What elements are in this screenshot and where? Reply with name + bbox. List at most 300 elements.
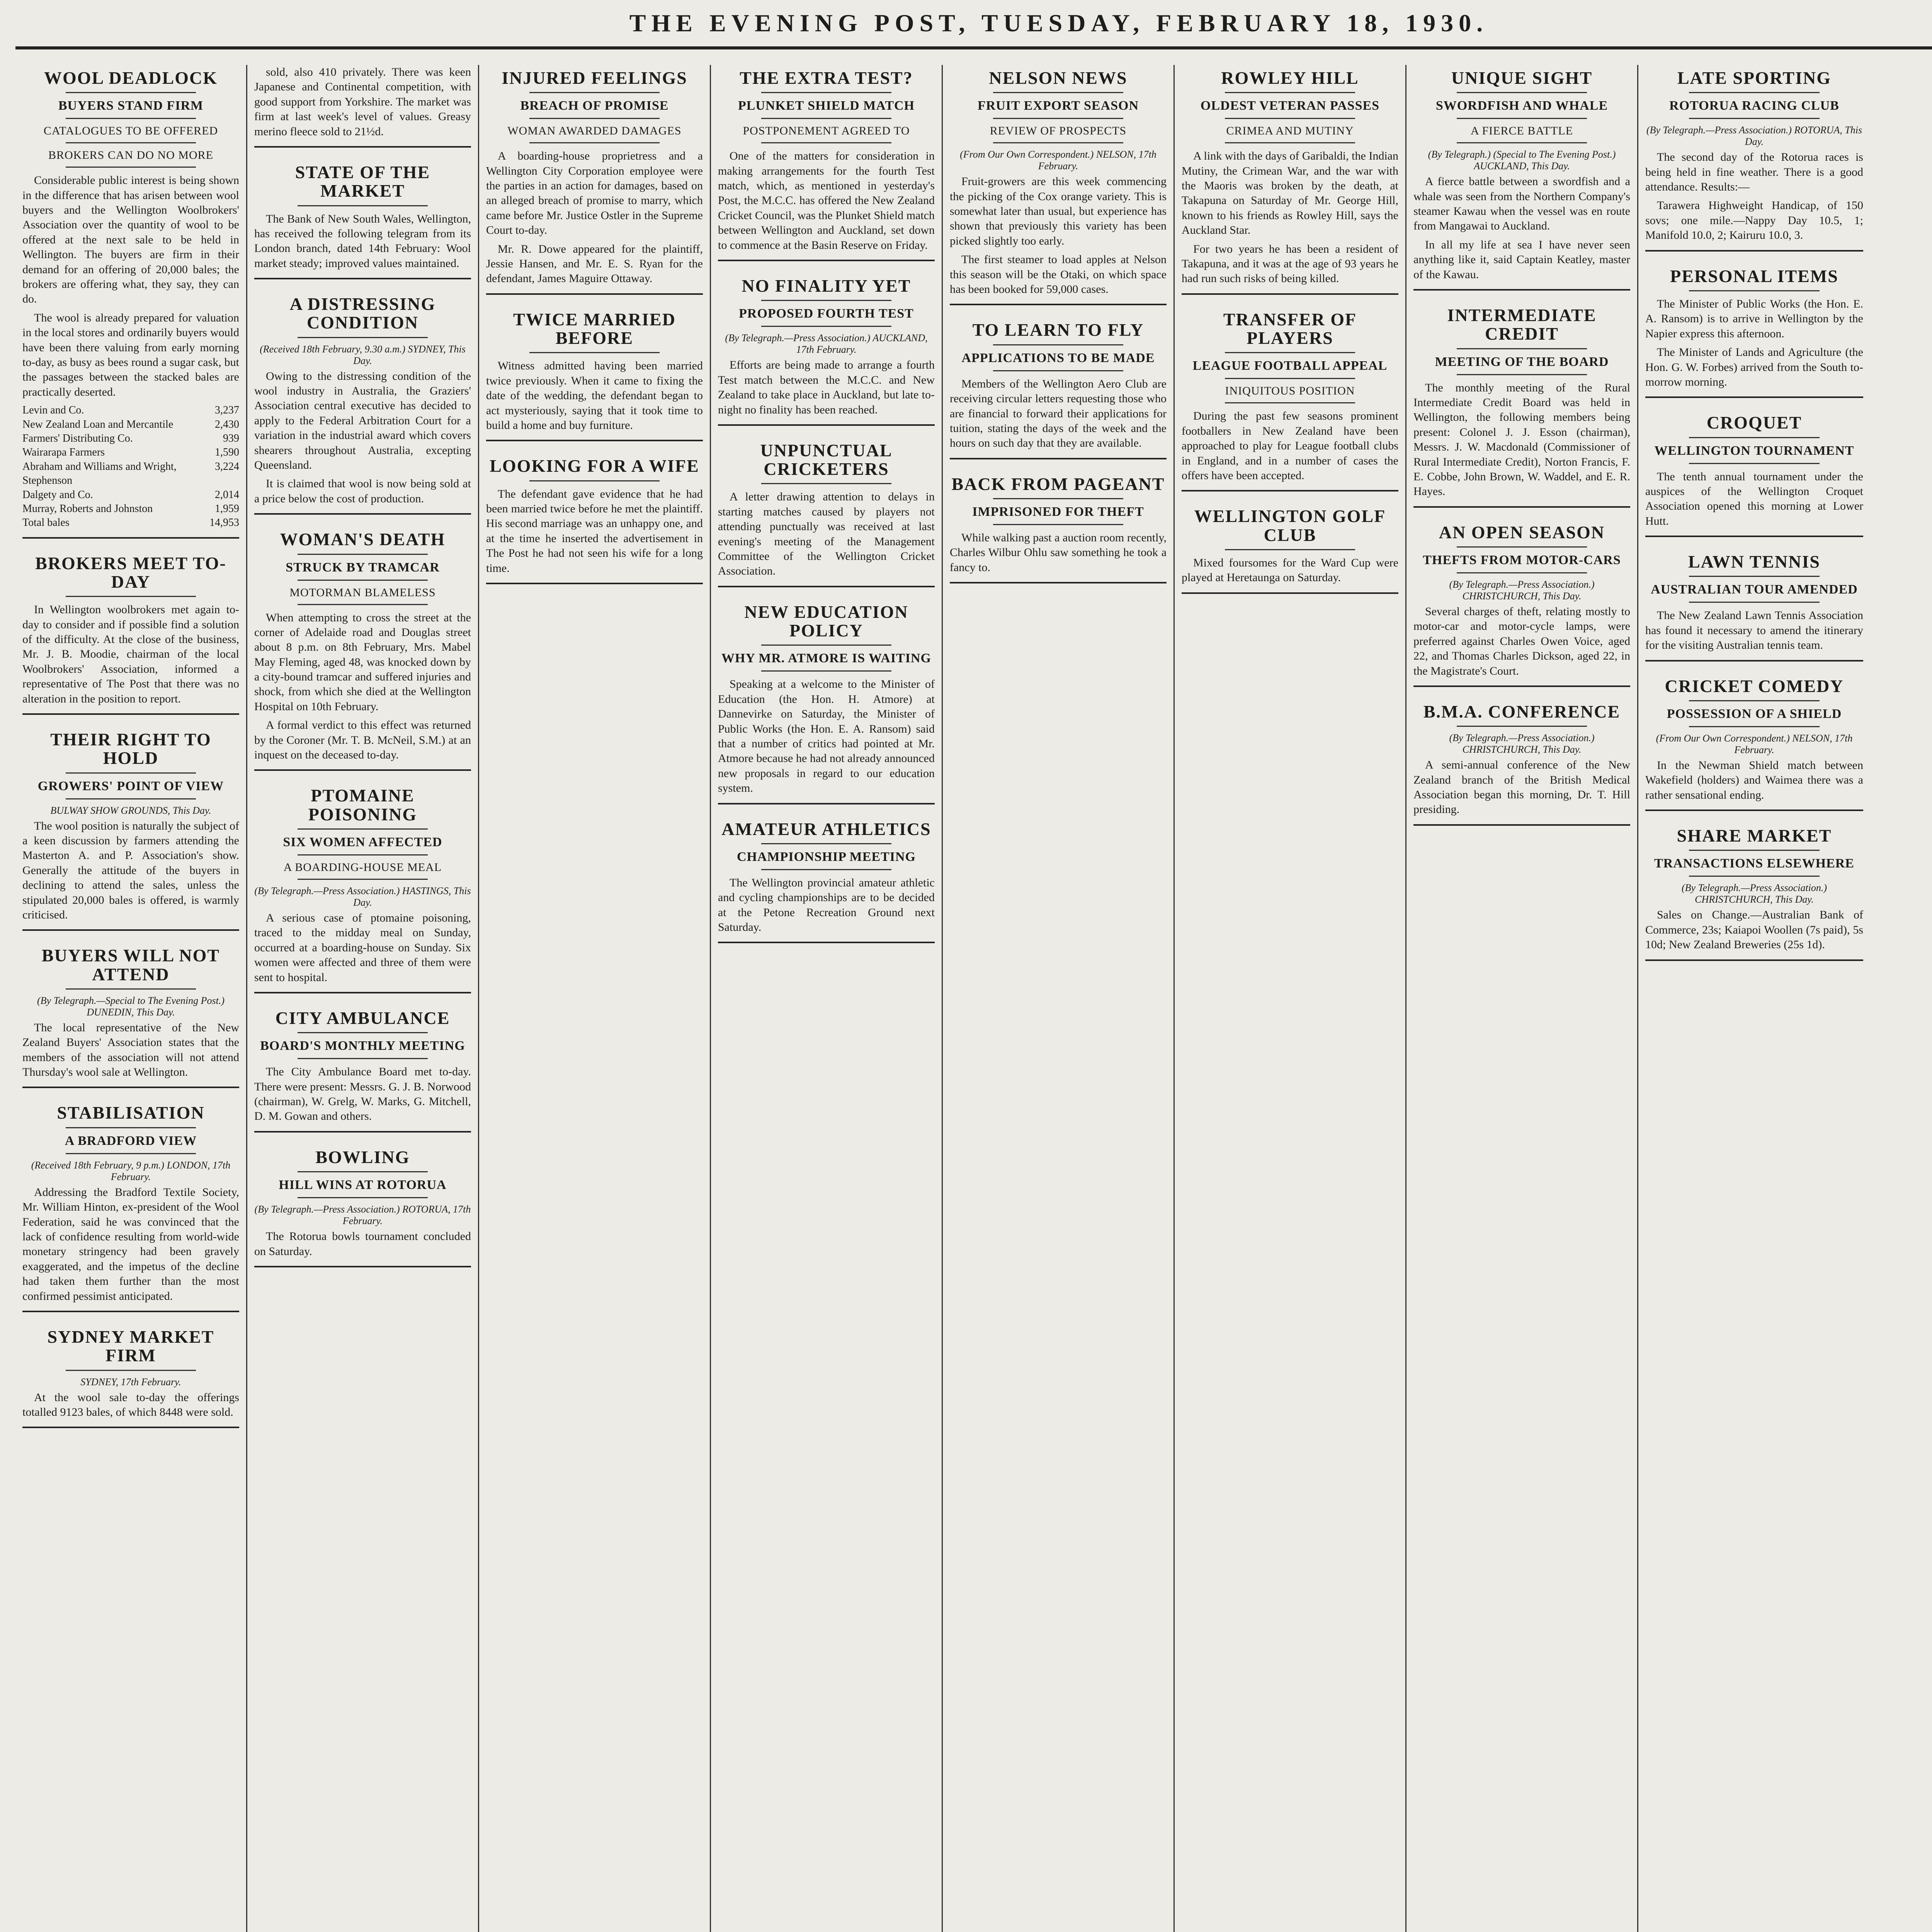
body-paragraph: A boarding-house proprietress and a Wellington City Corporation employee were the parties in an action for damages, based on an alleged breach of promise to marry, which came before Mr. Justice Ostler in the Supreme Court to-day. bbox=[486, 150, 703, 237]
headline: BOWLING bbox=[315, 1147, 410, 1167]
list-label: Farmers' Distributing Co. bbox=[22, 432, 133, 444]
list-item bbox=[22, 446, 239, 459]
body-paragraph: A link with the days of Garibaldi, the Indian Mutiny, the Crimean War, and the war with the Maoris was broken by the death, at Takapuna on Saturday of Mr. George Hill, known to his friends as Rowley Hill, says the Auckland Star. bbox=[1182, 150, 1398, 237]
body-paragraph: The Wellington provincial amateur athletic and cycling championships are to be decided at the Petone Recreation Ground next Saturday. bbox=[718, 876, 935, 934]
list-label: Dalgety and Co. bbox=[22, 488, 93, 501]
article bbox=[1645, 69, 1863, 252]
divider bbox=[761, 869, 891, 870]
divider bbox=[66, 772, 196, 774]
headline: CROQUET bbox=[1706, 413, 1802, 433]
body-paragraph: The defendant gave evidence that he had been married twice before he met the plaintiff. His second marriage was an unhappy one, and at the time he inserted the advertisement in The Post he had not seen his wife for a long time. bbox=[486, 487, 703, 575]
divider bbox=[993, 370, 1123, 371]
divider bbox=[761, 483, 891, 484]
divider bbox=[1457, 348, 1587, 349]
masthead bbox=[15, 0, 1932, 49]
subheadline: BUYERS STAND FIRM bbox=[58, 99, 204, 113]
article-separator bbox=[718, 942, 935, 943]
divider bbox=[1457, 92, 1587, 93]
dateline: (By Telegraph.—Press Association.) CHRISTCHURCH, This Day. bbox=[1449, 732, 1595, 755]
divider bbox=[1689, 463, 1820, 464]
article-separator bbox=[22, 1311, 239, 1312]
article bbox=[254, 1148, 471, 1267]
headline: CITY AMBULANCE bbox=[275, 1008, 450, 1028]
body-paragraph: Addressing the Bradford Textile Society, Mr. William Hinton, ex-president of the Wool Federation, said he was convinced that the lack of confidence resulting from world-wide monetary stringency had been gravely exaggerated, and the impetus of the decline had taken them further than the most confirmed pessimist anticipated. bbox=[22, 1185, 239, 1303]
subheadline: OLDEST VETERAN PASSES bbox=[1200, 99, 1380, 113]
divider bbox=[66, 167, 196, 168]
divider bbox=[993, 524, 1123, 525]
headline: PERSONAL ITEMS bbox=[1670, 266, 1838, 286]
divider bbox=[298, 879, 428, 880]
divider bbox=[298, 828, 428, 830]
list-item bbox=[22, 502, 239, 516]
divider bbox=[298, 604, 428, 605]
body-paragraph: The wool position is naturally the subject of a keen discussion by farmers attending the Masterton A. and P. Association's show. Generally the attitude of the buyers in declining to attend the sales, unless the stipulated 20,000 bales is offered, is warmly criticised. bbox=[22, 819, 239, 921]
headline: INTERMEDIATE CREDIT bbox=[1447, 305, 1597, 344]
headline: TWICE MARRIED BEFORE bbox=[513, 309, 676, 348]
subheadline: APPLICATIONS TO BE MADE bbox=[961, 350, 1155, 365]
article-separator bbox=[1645, 660, 1863, 662]
column-6 bbox=[1175, 65, 1406, 1932]
article bbox=[486, 457, 703, 584]
list-label: Murray, Roberts and Johnston bbox=[22, 502, 153, 515]
dateline: (By Telegraph.) (Special to The Evening Post.) AUCKLAND, This Day. bbox=[1428, 149, 1616, 172]
list-value: 1,959 bbox=[215, 502, 239, 515]
list-item bbox=[22, 418, 239, 432]
subheadline: A BOARDING-HOUSE MEAL bbox=[283, 861, 442, 874]
divider bbox=[1689, 726, 1820, 727]
body-paragraph: Mr. R. Dowe appeared for the plaintiff, Jessie Hansen, and Mr. E. S. Ryan for the defendant, James Maguire Ottaway. bbox=[486, 242, 703, 285]
divider bbox=[66, 118, 196, 119]
divider bbox=[298, 1032, 428, 1033]
headline: BUYERS WILL NOT ATTEND bbox=[41, 946, 220, 984]
body-paragraph: Sales on Change.—Australian Bank of Commerce, 23s; Kaiapoi Woollen (7s paid), 5s 10d; New Zealand Breweries (25s 1d). bbox=[1645, 908, 1863, 951]
body-paragraph: The Minister of Lands and Agriculture (the Hon. G. W. Forbes) arrived from the South to-morrow morning. bbox=[1645, 346, 1863, 388]
subheadline: BREACH OF PROMISE bbox=[520, 99, 669, 113]
divider bbox=[1689, 602, 1820, 603]
list-label: Total bales bbox=[22, 517, 70, 529]
divider bbox=[761, 300, 891, 301]
article bbox=[254, 530, 471, 771]
subheadline: TRANSACTIONS ELSEWHERE bbox=[1654, 856, 1854, 871]
article-separator bbox=[950, 304, 1167, 305]
divider bbox=[298, 854, 428, 855]
divider bbox=[993, 498, 1123, 499]
dateline: (By Telegraph.—Press Association.) CHRISTCHURCH, This Day. bbox=[1449, 579, 1595, 602]
article-separator bbox=[1413, 824, 1630, 826]
subheadline: CATALOGUES TO BE OFFERED bbox=[43, 124, 218, 138]
divider bbox=[298, 205, 428, 206]
article bbox=[1182, 507, 1398, 594]
column-8 bbox=[1638, 65, 1870, 1932]
article-separator bbox=[1413, 506, 1630, 508]
article bbox=[1645, 553, 1863, 661]
subheadline: WELLINGTON TOURNAMENT bbox=[1654, 443, 1854, 458]
headline: UNIQUE SIGHT bbox=[1451, 68, 1593, 88]
divider bbox=[1689, 700, 1820, 701]
dateline: (By Telegraph.—Press Association.) ROTORUA, 17th February. bbox=[254, 1204, 471, 1227]
subheadline: SWORDFISH AND WHALE bbox=[1435, 99, 1608, 113]
headline: SHARE MARKET bbox=[1677, 826, 1832, 846]
article-separator bbox=[22, 929, 239, 931]
body-paragraph: The City Ambulance Board met to-day. There were present: Messrs. G. J. B. Norwood (chairman), W. Grelg, W. Marks, G. Mitchell, D. M. Gowan and others. bbox=[254, 1065, 471, 1123]
article bbox=[1413, 702, 1630, 826]
article bbox=[1413, 523, 1630, 687]
headline: LAWN TENNIS bbox=[1688, 552, 1820, 572]
article bbox=[1645, 267, 1863, 398]
body-paragraph: Efforts are being made to arrange a fourth Test match between the M.C.C. and New Zealand to take place in Auckland, but late to-night no finality has been reached. bbox=[718, 359, 935, 416]
headline: SYDNEY MARKET FIRM bbox=[47, 1327, 214, 1366]
subheadline: FRUIT EXPORT SEASON bbox=[977, 99, 1139, 113]
subheadline: MOTORMAN BLAMELESS bbox=[289, 586, 436, 599]
divider bbox=[529, 352, 660, 353]
subheadline: CHAMPIONSHIP MEETING bbox=[737, 849, 916, 864]
article bbox=[718, 441, 935, 587]
headline: STABILISATION bbox=[57, 1103, 205, 1123]
divider bbox=[761, 843, 891, 844]
divider bbox=[993, 142, 1123, 143]
article-separator bbox=[486, 293, 703, 295]
article-separator bbox=[254, 769, 471, 771]
body-paragraph: The first steamer to load apples at Nelson this season will be the Otaki, on which space has been booked for 59,000 cases. bbox=[950, 253, 1167, 296]
divider bbox=[1689, 92, 1820, 93]
article bbox=[718, 603, 935, 804]
body-paragraph: A letter drawing attention to delays in starting matches caused by players not attending punctually was received at last evening's meeting of the Management Committee of the Wellington Cricket Association. bbox=[718, 490, 935, 578]
headline: THEIR RIGHT TO HOLD bbox=[50, 730, 211, 768]
article-separator bbox=[950, 458, 1167, 459]
divider bbox=[298, 554, 428, 555]
body-paragraph: Considerable public interest is being shown in the difference that has arisen between wool buyers and the Wellington Woolbrokers' Association over the quantity of wool to be offered at the next sale to be held in Wellington. The buyers are firm in their demand for an offering of 20,000 bales; the brokers are offering what, they say, they can do. bbox=[22, 174, 239, 306]
subheadline: SIX WOMEN AFFECTED bbox=[283, 835, 442, 850]
headline: TRANSFER OF PLAYERS bbox=[1223, 309, 1357, 348]
subheadline: THEFTS FROM MOTOR-CARS bbox=[1423, 553, 1621, 568]
list-item bbox=[22, 432, 239, 446]
body-paragraph: A fierce battle between a swordfish and a whale was seen from the Northern Company's steamer Kawau when the vessel was en route from Mangawai to Auckland. bbox=[1413, 175, 1630, 233]
list-label: Levin and Co. bbox=[22, 404, 84, 417]
body-paragraph: The Bank of New South Wales, Wellington, has received the following telegram from its London branch, dated 14th February: Wool market steady; improved values maintained. bbox=[254, 212, 471, 270]
divider bbox=[761, 645, 891, 646]
headline: WOMAN'S DEATH bbox=[280, 529, 446, 549]
subheadline: ROTORUA RACING CLUB bbox=[1669, 99, 1839, 113]
divider bbox=[298, 337, 428, 338]
article-separator bbox=[22, 537, 239, 539]
article-separator bbox=[718, 260, 935, 261]
body-paragraph: Witness admitted having been married twice previously. When it came to fixing the date of the wedding, the defendant began to act mysteriously, saying that it took time to build a home and buy furniture. bbox=[486, 359, 703, 432]
article bbox=[1645, 413, 1863, 537]
article bbox=[718, 69, 935, 261]
article bbox=[1413, 69, 1630, 291]
article-separator bbox=[22, 1087, 239, 1088]
list-value: 1,590 bbox=[215, 446, 239, 459]
divider bbox=[66, 1153, 196, 1154]
body-paragraph: The New Zealand Lawn Tennis Association has found it necessary to amend the itinerary for the visiting Australian tennis team. bbox=[1645, 609, 1863, 652]
divider bbox=[66, 596, 196, 597]
article bbox=[254, 295, 471, 515]
body-paragraph: During the past few seasons prominent footballers in New Zealand have been approached to play for League football clubs in England, and in a number of cases the offers have been accepted. bbox=[1182, 410, 1398, 482]
column-1 bbox=[15, 65, 247, 1932]
article bbox=[1413, 306, 1630, 508]
list-value: 3,224 bbox=[215, 460, 239, 473]
body-paragraph: A serious case of ptomaine poisoning, traced to the midday meal on Sunday, occurred at a boarding-house on Sunday. Six women were affected and three of them were sent to hospital. bbox=[254, 912, 471, 984]
subheadline: MEETING OF THE BOARD bbox=[1435, 354, 1609, 369]
article-separator bbox=[254, 1131, 471, 1133]
headline: STATE OF THE MARKET bbox=[295, 162, 430, 201]
article-separator bbox=[1413, 289, 1630, 291]
divider bbox=[66, 1127, 196, 1128]
article-separator bbox=[718, 586, 935, 587]
article-separator bbox=[950, 582, 1167, 583]
article bbox=[22, 1328, 239, 1428]
list-label: New Zealand Loan and Mercantile bbox=[22, 418, 173, 430]
divider bbox=[298, 1171, 428, 1172]
article bbox=[254, 786, 471, 993]
body-paragraph: Fruit-growers are this week commencing the picking of the Cox orange variety. This is somewhat later than usual, but experience has shown that previously this variety has been picked slightly too early. bbox=[950, 175, 1167, 247]
divider bbox=[1689, 118, 1820, 119]
column-2 bbox=[247, 65, 479, 1932]
subheadline: POSSESSION OF A SHIELD bbox=[1667, 706, 1842, 721]
column-4 bbox=[711, 65, 943, 1932]
headline: ROWLEY HILL bbox=[1221, 68, 1359, 88]
body-paragraph: In the Newman Shield match between Wakefield (holders) and Waimea there was a rather sensational ending. bbox=[1645, 759, 1863, 801]
body-paragraph: sold, also 410 privately. There was keen Japanese and Continental competition, with good support from Yorkshire. The market was firm at last week's level of values. Greasy merino fleece sold to 21½d. bbox=[254, 66, 471, 138]
article bbox=[254, 65, 471, 148]
subheadline: CRIMEA AND MUTINY bbox=[1226, 124, 1354, 138]
subheadline: PROPOSED FOURTH TEST bbox=[739, 306, 914, 321]
body-paragraph: The wool is already prepared for valuation in the local stores and ordinarily buyers would have been there valuing from early morning to-day, as busy as bees round a sugar cask, but the passages between the stacked bales are practically deserted. bbox=[22, 311, 239, 398]
divider bbox=[993, 118, 1123, 119]
list-label: Wairarapa Farmers bbox=[22, 446, 105, 459]
article bbox=[950, 475, 1167, 583]
list-item bbox=[22, 460, 239, 488]
headline: A DISTRESSING CONDITION bbox=[289, 294, 436, 333]
body-paragraph: It is claimed that wool is now being sold at a price below the cost of production. bbox=[254, 477, 471, 505]
headline: TO LEARN TO FLY bbox=[972, 320, 1144, 340]
divider bbox=[1225, 142, 1355, 143]
divider bbox=[1689, 437, 1820, 438]
divider bbox=[66, 1370, 196, 1371]
body-paragraph: In all my life at sea I have never seen anything like it, said Captain Keatley, master of the Kawau. bbox=[1413, 238, 1630, 281]
list-label: Abraham and Williams and Wright, Stephenson bbox=[22, 460, 177, 487]
article-separator bbox=[254, 278, 471, 279]
columns bbox=[15, 65, 1932, 1932]
masthead-title: THE EVENING POST, TUESDAY, FEBRUARY 18, 1930. bbox=[629, 9, 1488, 37]
article-separator bbox=[254, 992, 471, 993]
article bbox=[718, 277, 935, 426]
article bbox=[254, 1009, 471, 1133]
divider bbox=[1457, 374, 1587, 375]
article bbox=[950, 69, 1167, 305]
body-paragraph: The tenth annual tournament under the auspices of the Wellington Croquet Association opened this morning at Lower Hutt. bbox=[1645, 470, 1863, 527]
body-paragraph: For two years he has been a resident of Takapuna, and it was at the age of 93 years he had run such risks of being killed. bbox=[1182, 242, 1398, 285]
article bbox=[22, 554, 239, 715]
article-separator bbox=[1182, 592, 1398, 594]
list-item bbox=[22, 403, 239, 417]
headline: INJURED FEELINGS bbox=[502, 68, 687, 88]
article-separator bbox=[1182, 490, 1398, 492]
body-paragraph: Owing to the distressing condition of the wool industry in Australia, the Graziers' Association central executive has decided to apply to the Federal Arbitration Court for a variation in the industrial award which covers shearers throughout Australia, excepting Queensland. bbox=[254, 369, 471, 472]
divider bbox=[529, 142, 660, 143]
dateline: (From Our Own Correspondent.) NELSON, 17th February. bbox=[960, 149, 1156, 172]
article bbox=[1182, 69, 1398, 295]
article-separator bbox=[486, 440, 703, 441]
divider bbox=[66, 142, 196, 143]
headline: B.M.A. CONFERENCE bbox=[1423, 702, 1621, 721]
divider bbox=[1457, 118, 1587, 119]
article bbox=[22, 69, 239, 539]
article-separator bbox=[254, 513, 471, 515]
dateline: (By Telegraph.—Press Association.) CHRISTCHURCH, This Day. bbox=[1681, 882, 1827, 905]
article-separator bbox=[486, 583, 703, 584]
subheadline: PLUNKET SHIELD MATCH bbox=[738, 99, 915, 113]
column-7 bbox=[1406, 65, 1638, 1932]
body-paragraph: When attempting to cross the street at the corner of Adelaide road and Douglas street about 8 p.m. on 8th February, Mrs. Mabel May Fleming, aged 48, was knocked down by a city-bound tramcar and suffered injuries and shock, from which she died at the Wellington Hospital on 10th February. bbox=[254, 611, 471, 713]
divider bbox=[761, 326, 891, 327]
body-paragraph: Tarawera Highweight Handicap, of 150 sovs; one mile.—Nappy Day 10.5, 1; Manifold 10.0, 2; Kairuru 10.0, 3. bbox=[1645, 199, 1863, 242]
article-separator bbox=[22, 713, 239, 715]
subheadline: AUSTRALIAN TOUR AMENDED bbox=[1651, 582, 1858, 597]
divider bbox=[1689, 290, 1820, 291]
subheadline: GROWERS' POINT OF VIEW bbox=[37, 779, 224, 793]
body-paragraph: Members of the Wellington Aero Club are receiving circular letters requesting those who are financial to forward their applications for tuition, stating the days of the week and the hours on such day that they are available. bbox=[950, 377, 1167, 450]
article-separator bbox=[1645, 810, 1863, 811]
body-paragraph: At the wool sale to-day the offerings totalled 9123 bales, of which 8448 were sold. bbox=[22, 1391, 239, 1418]
dateline: (From Our Own Correspondent.) NELSON, 17th February. bbox=[1656, 732, 1853, 755]
headline: WELLINGTON GOLF CLUB bbox=[1194, 506, 1386, 545]
divider bbox=[66, 92, 196, 93]
subheadline: POSTPONEMENT AGREED TO bbox=[743, 124, 910, 138]
divider bbox=[761, 92, 891, 93]
article bbox=[22, 1104, 239, 1312]
subheadline: REVIEW OF PROSPECTS bbox=[990, 124, 1127, 138]
divider bbox=[761, 118, 891, 119]
divider bbox=[1689, 576, 1820, 577]
subheadline: HILL WINS AT ROTORUA bbox=[279, 1178, 447, 1192]
headline: CRICKET COMEDY bbox=[1665, 676, 1844, 696]
article-separator bbox=[1645, 536, 1863, 537]
subheadline: LEAGUE FOOTBALL APPEAL bbox=[1192, 359, 1388, 373]
headline: NELSON NEWS bbox=[989, 68, 1128, 88]
divider bbox=[66, 988, 196, 990]
divider bbox=[1225, 549, 1355, 550]
subheadline: IMPRISONED FOR THEFT bbox=[972, 504, 1144, 519]
divider bbox=[1457, 546, 1587, 548]
article-separator bbox=[1413, 685, 1630, 687]
divider bbox=[298, 1197, 428, 1198]
subheadline: BOARD'S MONTHLY MEETING bbox=[260, 1039, 465, 1053]
divider bbox=[298, 1058, 428, 1059]
body-paragraph: The Rotorua bowls tournament concluded on Saturday. bbox=[254, 1230, 471, 1258]
dateline: BULWAY SHOW GROUNDS, This Day. bbox=[50, 804, 211, 816]
divider bbox=[1225, 118, 1355, 119]
divider bbox=[1225, 378, 1355, 379]
headline: AN OPEN SEASON bbox=[1439, 522, 1605, 542]
subheadline: A FIERCE BATTLE bbox=[1470, 124, 1573, 138]
headline: LATE SPORTING bbox=[1677, 68, 1831, 88]
body-paragraph: The monthly meeting of the Rural Intermediate Credit Board was held in Wellington, the following members being present: Colonel J. J. Esson (chairman), Messrs. J. W. Macdonald (Commissioner of Rural Intermediate Credit), Norton Francis, F. E. Cobbe, John Brown, W. Waddel, and E. R. Hayes. bbox=[1413, 381, 1630, 498]
divider bbox=[1689, 876, 1820, 877]
body-paragraph: In Wellington woolbrokers met again to-day to consider and if possible find a solution of the difficulty. At the close of the business, Mr. J. B. Moodie, chairman of the local Woolbrokers' Association, informed a representative of The Post that there was no alteration in the position to report. bbox=[22, 603, 239, 705]
divider bbox=[761, 142, 891, 143]
column-5 bbox=[943, 65, 1175, 1932]
dateline: SYDNEY, 17th February. bbox=[80, 1376, 181, 1388]
divider bbox=[1225, 352, 1355, 353]
column-3 bbox=[479, 65, 711, 1932]
article bbox=[1645, 827, 1863, 961]
article-separator bbox=[22, 1427, 239, 1428]
article bbox=[1182, 310, 1398, 492]
body-paragraph: A formal verdict to this effect was returned by the Coroner (Mr. T. B. McNeil, S.M.) at an inquest on the deceased to-day. bbox=[254, 719, 471, 762]
divider bbox=[993, 344, 1123, 345]
bales-list bbox=[22, 403, 239, 530]
divider bbox=[529, 118, 660, 119]
divider bbox=[1225, 92, 1355, 93]
headline: THE EXTRA TEST? bbox=[740, 68, 913, 88]
headline: LOOKING FOR A WIFE bbox=[490, 456, 699, 476]
list-value: 14,953 bbox=[209, 517, 239, 529]
article bbox=[1645, 677, 1863, 811]
article bbox=[718, 820, 935, 944]
headline: NO FINALITY YET bbox=[742, 276, 911, 296]
dateline: (By Telegraph.—Press Association.) HASTINGS, This Day. bbox=[254, 885, 471, 908]
divider bbox=[66, 798, 196, 799]
article-separator bbox=[718, 803, 935, 804]
article-separator bbox=[1645, 396, 1863, 398]
headline: AMATEUR ATHLETICS bbox=[721, 819, 931, 839]
article-separator bbox=[254, 1266, 471, 1267]
subheadline: STRUCK BY TRAMCAR bbox=[286, 560, 440, 575]
dateline: (By Telegraph.—Press Association.) ROTORUA, This Day. bbox=[1646, 124, 1862, 148]
subheadline: WOMAN AWARDED DAMAGES bbox=[507, 124, 682, 138]
divider bbox=[529, 480, 660, 481]
list-item bbox=[22, 516, 239, 530]
article-separator bbox=[1182, 293, 1398, 295]
subheadline: WHY MR. ATMORE IS WAITING bbox=[721, 651, 931, 666]
list-value: 2,430 bbox=[215, 418, 239, 430]
dateline: (Received 18th February, 9.30 a.m.) SYDNEY, This Day. bbox=[260, 343, 466, 366]
article bbox=[486, 69, 703, 295]
body-paragraph: Speaking at a welcome to the Minister of Education (the Hon. H. Atmore) at Dannevirke on Saturday, the Minister of Public Works (the Hon. E. A. Ransom) said that a number of critics had pointed at Mr. Atmore because he had not already announced new proposals in regard to our education system. bbox=[718, 678, 935, 795]
list-value: 939 bbox=[223, 432, 239, 444]
divider bbox=[1225, 402, 1355, 403]
article bbox=[254, 163, 471, 279]
article bbox=[950, 321, 1167, 459]
subheadline: A BRADFORD VIEW bbox=[65, 1133, 197, 1148]
list-item bbox=[22, 488, 239, 502]
body-paragraph: One of the matters for consideration in making arrangements for the fourth Test match, which, as mentioned in yesterday's Post, the M.C.C. has offered the New Zealand Cricket Council, was the Plunket Shield match between Wellington and Auckland, set down to commence at the Basin Reserve on Friday. bbox=[718, 150, 935, 252]
article bbox=[486, 310, 703, 442]
subheadline: INIQUITOUS POSITION bbox=[1225, 384, 1355, 398]
body-paragraph: The Minister of Public Works (the Hon. E. A. Ransom) is to arrive in Wellington by the Napier express this afternoon. bbox=[1645, 297, 1863, 340]
body-paragraph: While walking past a auction room recently, Charles Wilbur Ohlu saw something he took a fancy to. bbox=[950, 531, 1167, 574]
article-separator bbox=[718, 424, 935, 426]
divider bbox=[298, 580, 428, 581]
headline: UNPUNCTUAL CRICKETERS bbox=[760, 440, 893, 479]
body-paragraph: The local representative of the New Zealand Buyers' Association states that the members of the association will not attend Thursday's wool sale at Wellington. bbox=[22, 1021, 239, 1079]
headline: WOOL DEADLOCK bbox=[44, 68, 218, 88]
headline: NEW EDUCATION POLICY bbox=[744, 602, 908, 641]
divider bbox=[1457, 572, 1587, 573]
divider bbox=[1457, 726, 1587, 727]
article bbox=[22, 946, 239, 1088]
subheadline: BROKERS CAN DO NO MORE bbox=[48, 149, 214, 162]
divider bbox=[529, 92, 660, 93]
body-paragraph: A semi-annual conference of the New Zealand branch of the British Medical Association began this morning, Dr. T. Hill presiding. bbox=[1413, 759, 1630, 816]
body-paragraph: The second day of the Rotorua races is being held in fine weather. There is a good attendance. Results:— bbox=[1645, 151, 1863, 194]
dateline: (Received 18th February, 9 p.m.) LONDON, 17th February. bbox=[31, 1159, 231, 1182]
article bbox=[22, 730, 239, 931]
divider bbox=[993, 92, 1123, 93]
divider bbox=[761, 670, 891, 672]
list-value: 3,237 bbox=[215, 404, 239, 417]
